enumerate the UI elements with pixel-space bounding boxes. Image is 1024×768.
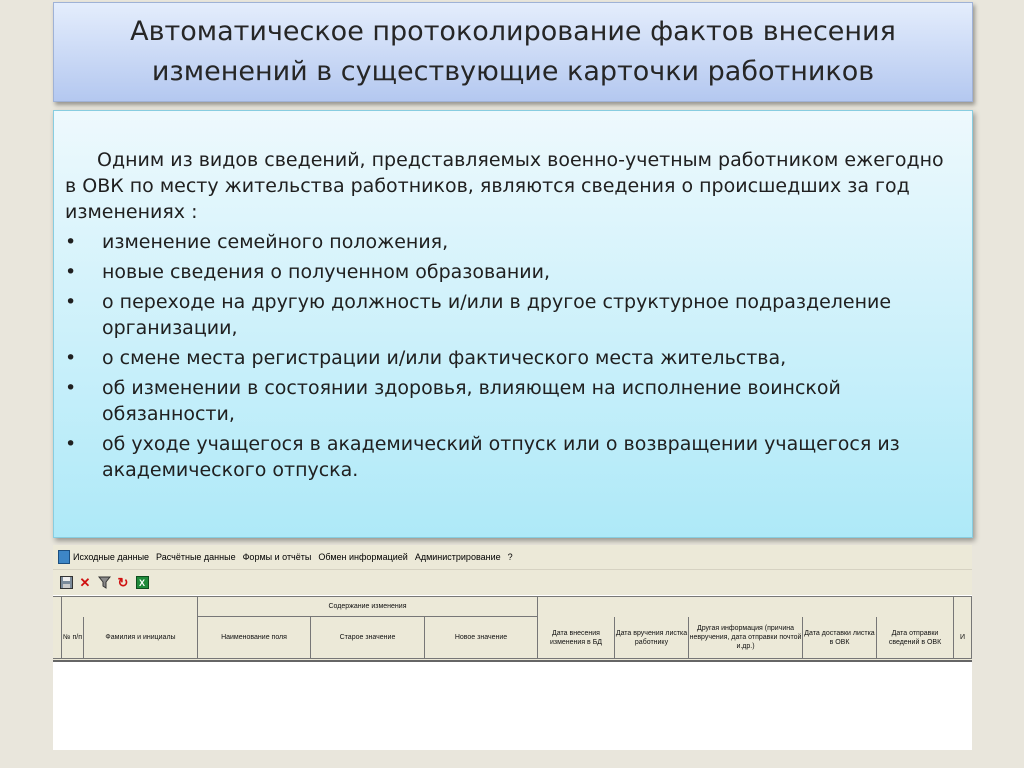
app-icon bbox=[58, 550, 70, 564]
bullet-marker: • bbox=[65, 261, 77, 283]
delete-icon[interactable]: ✕ bbox=[79, 574, 91, 590]
slide-title-line-2: изменений в существующие карточки работников bbox=[151, 56, 875, 87]
column-header-old-value[interactable]: Старое значение bbox=[311, 617, 425, 659]
column-header-field[interactable]: Наименование поля bbox=[198, 617, 311, 659]
column-header-new-value[interactable]: Новое значение bbox=[425, 617, 538, 659]
filter-icon[interactable] bbox=[97, 576, 111, 590]
bullet-marker: • bbox=[65, 347, 77, 369]
bullet-item bbox=[65, 431, 952, 483]
app-screenshot bbox=[53, 545, 972, 750]
bullet-marker: • bbox=[65, 291, 77, 313]
header-group-blank bbox=[538, 597, 954, 617]
menu-item-data-exchange[interactable]: Обмен информацией bbox=[318, 552, 408, 562]
slide-title-line-1: Автоматическое протоколирование фактов внесения bbox=[130, 16, 896, 47]
bullet-item bbox=[65, 259, 952, 285]
header-group-blank bbox=[954, 597, 972, 617]
column-header-date-delivery[interactable]: Дата доставки листка в ОВК bbox=[803, 617, 877, 659]
svg-text:X: X bbox=[138, 578, 145, 588]
bullet-marker: • bbox=[65, 231, 77, 253]
bullet-text: о переходе на другую должность и/или в другое структурное подразделение организации, bbox=[102, 291, 892, 339]
bullet-marker: • bbox=[65, 433, 77, 455]
refresh-icon[interactable]: ↻ bbox=[117, 574, 129, 590]
bullet-text: об уходе учащегося в академический отпуск или о возвращении учащегося из академического отпуска. bbox=[102, 433, 900, 481]
intro-paragraph: Одним из видов сведений, представляемых военно-учетным работником ежегодно в ОВК по месту жительства работников, являются сведения о происшедших за год изменениях : bbox=[65, 149, 944, 223]
slide-title bbox=[130, 12, 896, 92]
bullet-marker: • bbox=[65, 377, 77, 399]
column-header-date-handover[interactable]: Дата вручения листка работнику bbox=[615, 617, 689, 659]
column-header-date-entry[interactable]: Дата внесения изменения в БД bbox=[538, 617, 615, 659]
changes-table-header bbox=[53, 596, 972, 662]
column-header-date-send[interactable]: Дата отправки сведений в ОВК bbox=[877, 617, 954, 659]
bullet-list bbox=[65, 229, 952, 483]
bullet-item bbox=[65, 375, 952, 427]
menu-bar bbox=[53, 545, 972, 569]
menu-item-administration[interactable]: Администрирование bbox=[414, 552, 501, 562]
menu-item-source-data[interactable]: Исходные данные bbox=[73, 552, 150, 562]
bullet-text: о смене места регистрации и/или фактического места жительства, bbox=[102, 347, 787, 369]
toolbar bbox=[53, 569, 972, 595]
menu-item-forms-reports[interactable]: Формы и отчёты bbox=[242, 552, 312, 562]
bullet-item bbox=[65, 345, 952, 371]
bullet-item bbox=[65, 229, 952, 255]
bullet-text: об изменении в состоянии здоровья, влияющем на исполнение воинской обязанности, bbox=[102, 377, 841, 425]
header-corner bbox=[53, 597, 62, 617]
excel-icon[interactable] bbox=[135, 576, 149, 590]
bullet-item bbox=[65, 289, 952, 341]
slide-title-box bbox=[53, 2, 973, 102]
column-header-name[interactable]: Фамилия и инициалы bbox=[84, 617, 198, 659]
menu-item-calculated-data[interactable]: Расчётные данные bbox=[156, 552, 236, 562]
bullet-text: новые сведения о полученном образовании, bbox=[102, 261, 551, 283]
row-indicator bbox=[53, 617, 62, 659]
column-header-num[interactable]: № п/п bbox=[62, 617, 84, 659]
slide-content-box bbox=[53, 110, 973, 538]
save-icon[interactable] bbox=[59, 576, 73, 590]
column-header-extra[interactable]: И bbox=[954, 617, 972, 659]
menu-item-help[interactable]: ? bbox=[507, 552, 513, 562]
column-group-header: Содержание изменения bbox=[198, 597, 538, 617]
bullet-text: изменение семейного положения, bbox=[102, 231, 449, 253]
column-header-other-info[interactable]: Другая информация (причина невручения, дата отправки почтой и.др.) bbox=[689, 617, 803, 659]
header-group-blank bbox=[62, 597, 198, 617]
